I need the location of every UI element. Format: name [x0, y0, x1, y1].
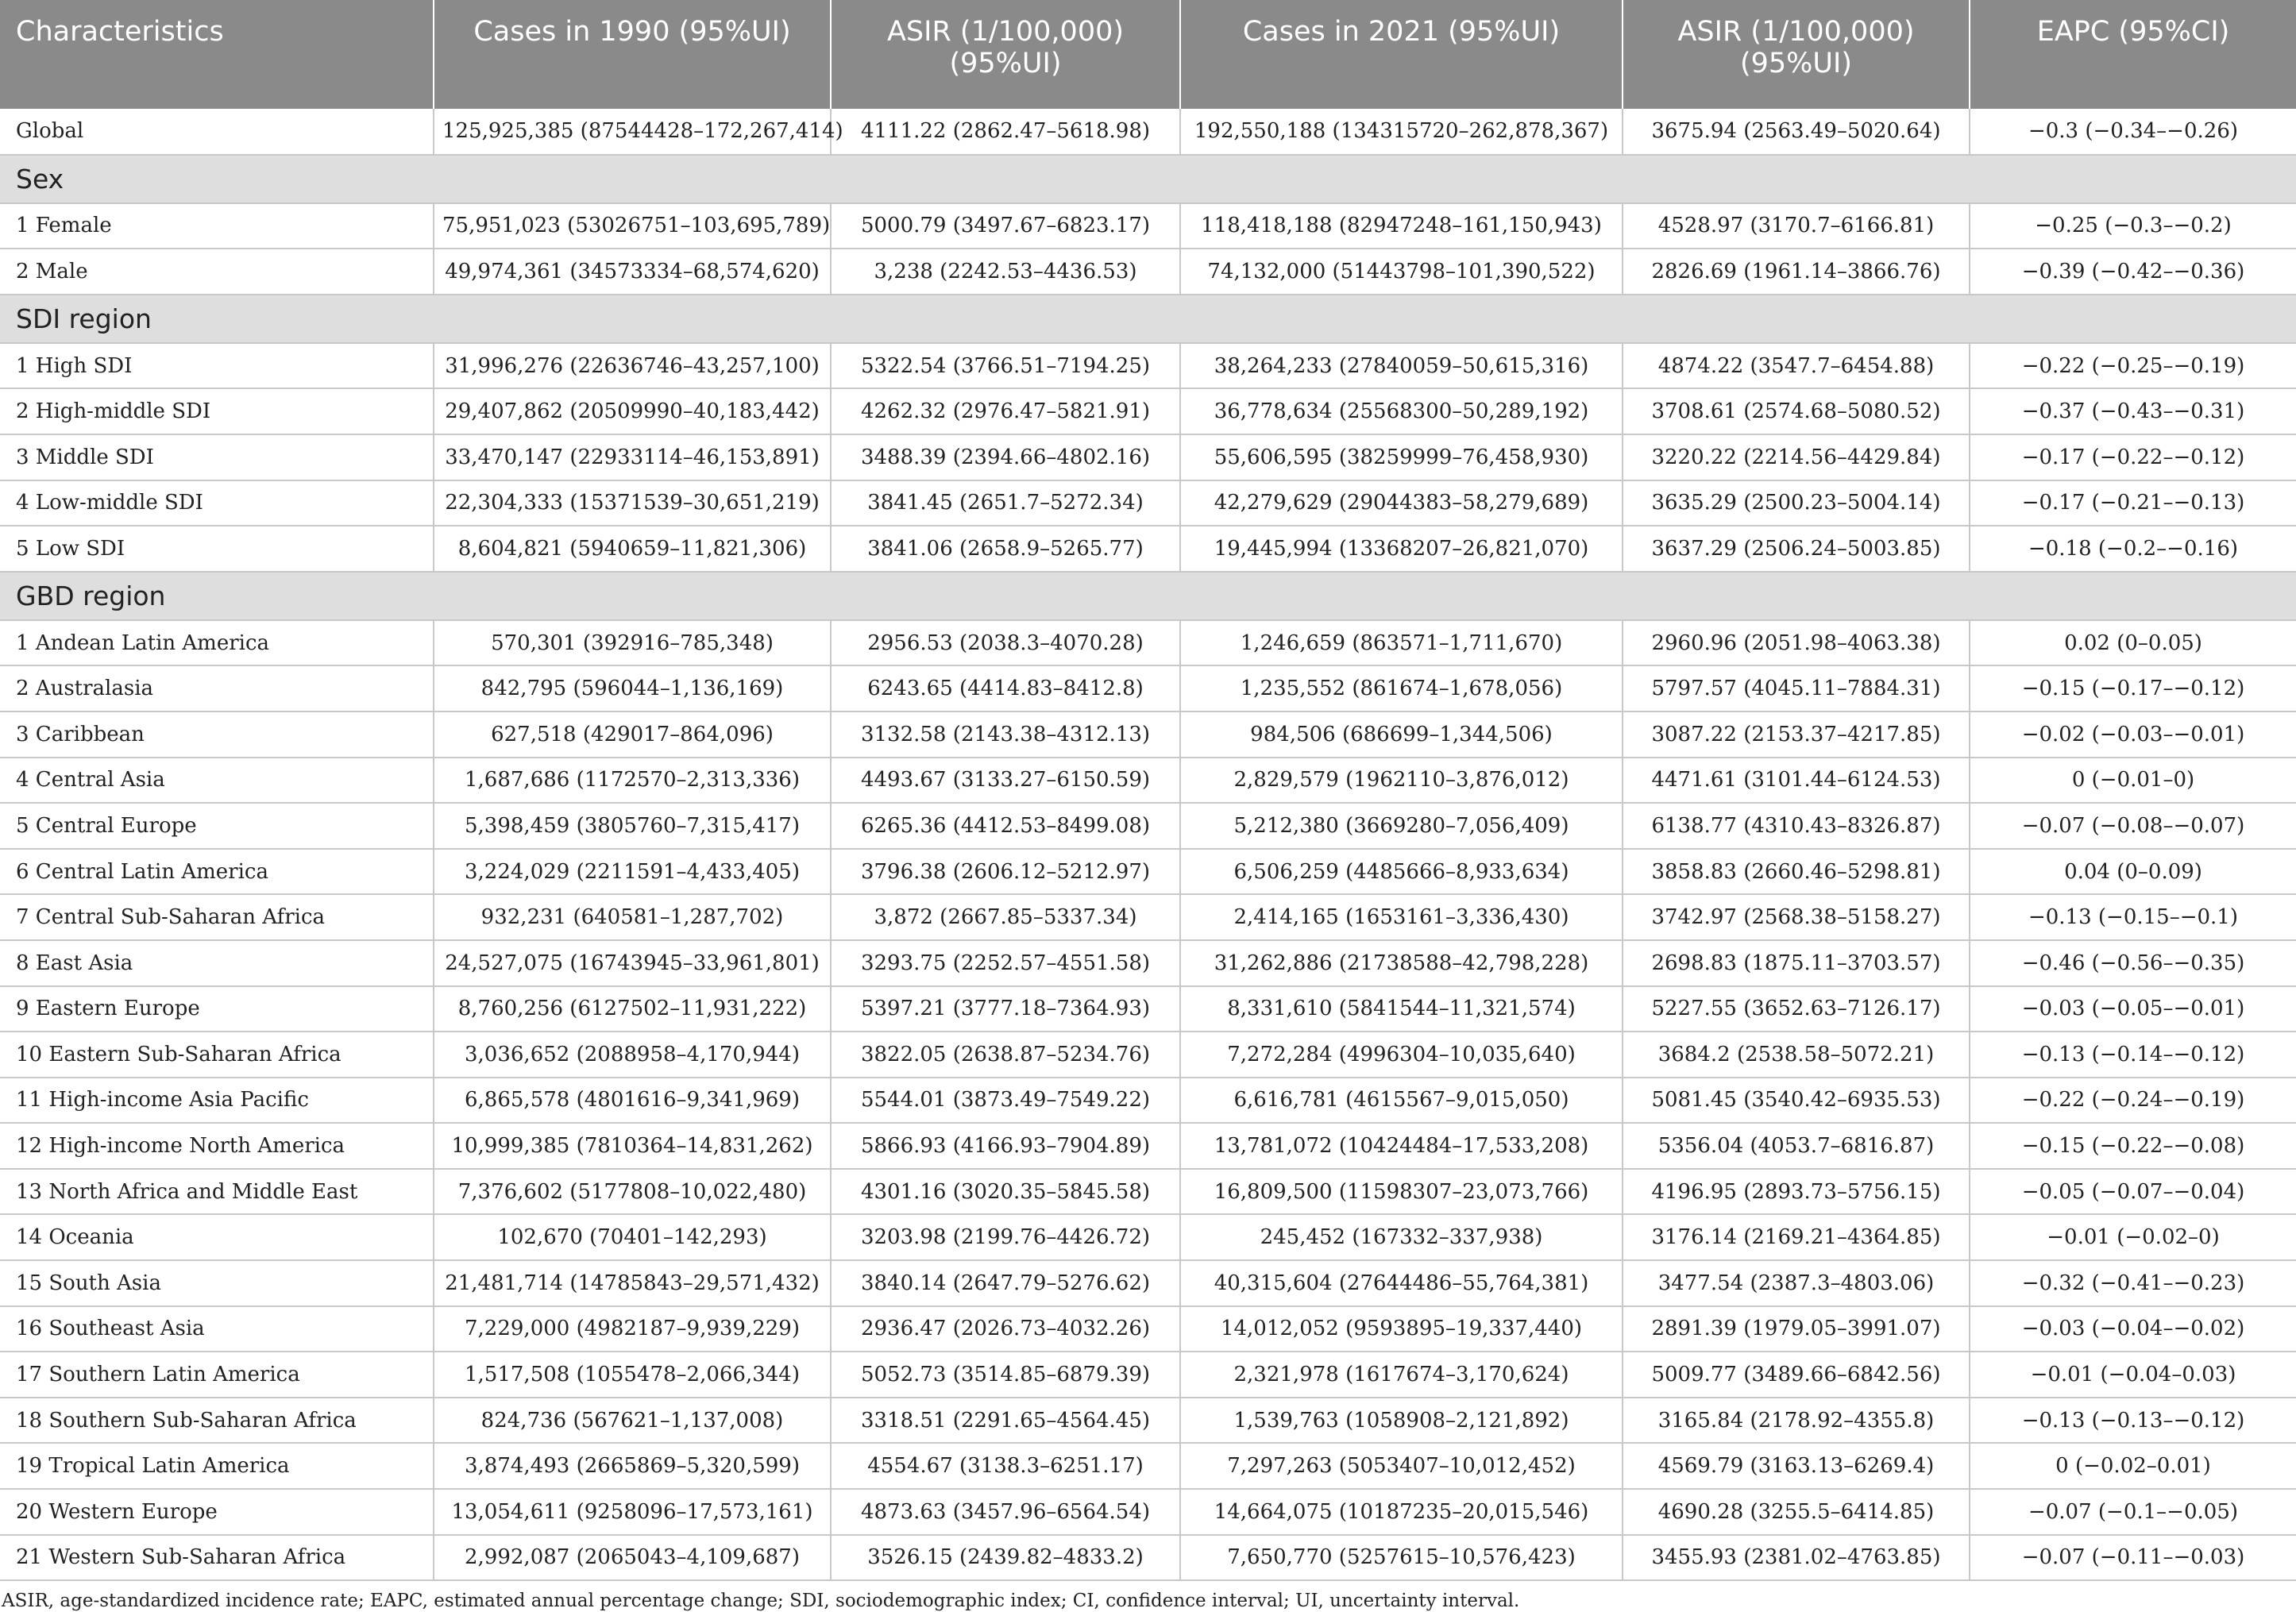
cell-asir-1990: 6243.65 (4414.83–8412.8) — [831, 665, 1180, 712]
cell-characteristic: 2 Male — [0, 249, 434, 295]
cell-asir-1990: 3841.45 (2651.7–5272.34) — [831, 480, 1180, 526]
cell-eapc: −0.05 (−0.07–−0.04) — [1970, 1169, 2296, 1215]
cell-characteristic: 1 High SDI — [0, 343, 434, 389]
table-row — [0, 434, 2296, 480]
cell-asir-2021: 2826.69 (1961.14–3866.76) — [1623, 249, 1970, 295]
cell-cases-1990: 3,224,029 (2211591–4,433,405) — [434, 849, 831, 895]
cell-asir-2021: 3858.83 (2660.46–5298.81) — [1623, 849, 1970, 895]
cell-characteristic: 19 Tropical Latin America — [0, 1443, 434, 1489]
table-row — [0, 343, 2296, 389]
cell-eapc: −0.01 (−0.02–0) — [1970, 1214, 2296, 1260]
cell-asir-1990: 3796.38 (2606.12–5212.97) — [831, 849, 1180, 895]
cell-cases-2021: 16,809,500 (11598307–23,073,766) — [1180, 1169, 1623, 1215]
cell-characteristic: 7 Central Sub-Saharan Africa — [0, 894, 434, 940]
cell-asir-1990: 2956.53 (2038.3–4070.28) — [831, 620, 1180, 666]
cell-eapc: −0.07 (−0.11–−0.03) — [1970, 1535, 2296, 1581]
cell-characteristic: 11 High-income Asia Pacific — [0, 1078, 434, 1124]
cell-asir-2021: 5797.57 (4045.11–7884.31) — [1623, 665, 1970, 712]
cell-cases-2021: 1,246,659 (863571–1,711,670) — [1180, 620, 1623, 666]
cell-characteristic: 2 High-middle SDI — [0, 388, 434, 434]
cell-asir-2021: 2960.96 (2051.98–4063.38) — [1623, 620, 1970, 666]
cell-asir-2021: 5081.45 (3540.42–6935.53) — [1623, 1078, 1970, 1124]
table-row — [0, 1352, 2296, 1398]
cell-eapc: 0 (−0.01–0) — [1970, 758, 2296, 804]
cell-cases-2021: 55,606,595 (38259999–76,458,930) — [1180, 434, 1623, 480]
cell-asir-1990: 3,238 (2242.53–4436.53) — [831, 249, 1180, 295]
cell-asir-1990: 5544.01 (3873.49–7549.22) — [831, 1078, 1180, 1124]
cell-characteristic: 16 Southeast Asia — [0, 1306, 434, 1352]
cell-characteristic: 21 Western Sub-Saharan Africa — [0, 1535, 434, 1581]
table-row — [0, 1489, 2296, 1535]
table-row — [0, 803, 2296, 849]
cell-cases-2021: 6,506,259 (4485666–8,933,634) — [1180, 849, 1623, 895]
header-asir-2021: ASIR (1/100,000) (95%UI) — [1623, 0, 1970, 109]
cell-asir-1990: 4873.63 (3457.96–6564.54) — [831, 1489, 1180, 1535]
cell-asir-2021: 3675.94 (2563.49–5020.64) — [1623, 109, 1970, 155]
cell-asir-1990: 2936.47 (2026.73–4032.26) — [831, 1306, 1180, 1352]
section-row-sex — [0, 155, 2296, 203]
cell-cases-1990: 627,518 (429017–864,096) — [434, 712, 831, 758]
cell-eapc: 0 (−0.02–0.01) — [1970, 1443, 2296, 1489]
cell-characteristic: 4 Low-middle SDI — [0, 480, 434, 526]
cell-eapc: −0.18 (−0.2–−0.16) — [1970, 526, 2296, 572]
cell-asir-1990: 3841.06 (2658.9–5265.77) — [831, 526, 1180, 572]
cell-cases-2021: 42,279,629 (29044383–58,279,689) — [1180, 480, 1623, 526]
table-row — [0, 203, 2296, 249]
section-title: GBD region — [0, 572, 2296, 620]
cell-cases-1990: 570,301 (392916–785,348) — [434, 620, 831, 666]
cell-asir-1990: 6265.36 (4412.53–8499.08) — [831, 803, 1180, 849]
cell-cases-2021: 19,445,994 (13368207–26,821,070) — [1180, 526, 1623, 572]
cell-cases-1990: 22,304,333 (15371539–30,651,219) — [434, 480, 831, 526]
cell-cases-1990: 7,229,000 (4982187–9,939,229) — [434, 1306, 831, 1352]
cell-eapc: −0.15 (−0.17–−0.12) — [1970, 665, 2296, 712]
cell-asir-1990: 3132.58 (2143.38–4312.13) — [831, 712, 1180, 758]
table-footnote: ASIR, age-standardized incidence rate; EAPC, estimated annual percentage change; SDI, sociodemographic index; CI, confidence interval; UI, uncertainty interval. — [2, 1591, 1520, 1612]
cell-asir-1990: 5322.54 (3766.51–7194.25) — [831, 343, 1180, 389]
cell-characteristic: 13 North Africa and Middle East — [0, 1169, 434, 1215]
cell-cases-2021: 7,272,284 (4996304–10,035,640) — [1180, 1032, 1623, 1078]
cell-eapc: 0.02 (0–0.05) — [1970, 620, 2296, 666]
table-row — [0, 1214, 2296, 1260]
table-row — [0, 249, 2296, 295]
cell-asir-2021: 3455.93 (2381.02–4763.85) — [1623, 1535, 1970, 1581]
cell-characteristic: Global — [0, 109, 434, 155]
cell-cases-2021: 245,452 (167332–337,938) — [1180, 1214, 1623, 1260]
table-row — [0, 1443, 2296, 1489]
cell-cases-2021: 6,616,781 (4615567–9,015,050) — [1180, 1078, 1623, 1124]
table-row — [0, 894, 2296, 940]
cell-asir-1990: 4301.16 (3020.35–5845.58) — [831, 1169, 1180, 1215]
table-row — [0, 940, 2296, 986]
cell-cases-1990: 31,996,276 (22636746–43,257,100) — [434, 343, 831, 389]
cell-asir-1990: 4111.22 (2862.47–5618.98) — [831, 109, 1180, 155]
cell-asir-1990: 3488.39 (2394.66–4802.16) — [831, 434, 1180, 480]
cell-asir-1990: 5866.93 (4166.93–7904.89) — [831, 1123, 1180, 1169]
cell-eapc: −0.46 (−0.56–−0.35) — [1970, 940, 2296, 986]
section-row-sdi-region — [0, 295, 2296, 343]
cell-cases-2021: 40,315,604 (27644486–55,764,381) — [1180, 1260, 1623, 1306]
cell-characteristic: 1 Female — [0, 203, 434, 249]
table-row — [0, 849, 2296, 895]
header-row — [0, 0, 2296, 109]
cell-asir-1990: 3203.98 (2199.76–4426.72) — [831, 1214, 1180, 1260]
table-row — [0, 1535, 2296, 1581]
cell-cases-2021: 2,829,579 (1962110–3,876,012) — [1180, 758, 1623, 804]
table-row — [0, 620, 2296, 666]
cell-asir-1990: 3318.51 (2291.65–4564.45) — [831, 1398, 1180, 1444]
cell-characteristic: 3 Caribbean — [0, 712, 434, 758]
cell-cases-1990: 125,925,385 (87544428–172,267,414) — [434, 109, 831, 155]
cell-cases-1990: 824,736 (567621–1,137,008) — [434, 1398, 831, 1444]
section-row-gbd-region — [0, 572, 2296, 620]
cell-characteristic: 5 Low SDI — [0, 526, 434, 572]
cell-characteristic: 1 Andean Latin America — [0, 620, 434, 666]
cell-characteristic: 15 South Asia — [0, 1260, 434, 1306]
table-row — [0, 526, 2296, 572]
cell-asir-1990: 5397.21 (3777.18–7364.93) — [831, 986, 1180, 1032]
cell-asir-2021: 4196.95 (2893.73–5756.15) — [1623, 1169, 1970, 1215]
header-eapc: EAPC (95%CI) — [1970, 0, 2296, 109]
cell-eapc: −0.17 (−0.22–−0.12) — [1970, 434, 2296, 480]
cell-characteristic: 4 Central Asia — [0, 758, 434, 804]
cell-cases-2021: 118,418,188 (82947248–161,150,943) — [1180, 203, 1623, 249]
cell-characteristic: 14 Oceania — [0, 1214, 434, 1260]
cell-asir-1990: 4262.32 (2976.47–5821.91) — [831, 388, 1180, 434]
cell-cases-1990: 8,604,821 (5940659–11,821,306) — [434, 526, 831, 572]
cell-cases-1990: 3,036,652 (2088958–4,170,944) — [434, 1032, 831, 1078]
cell-asir-2021: 3176.14 (2169.21–4364.85) — [1623, 1214, 1970, 1260]
table-row — [0, 986, 2296, 1032]
cell-asir-2021: 2891.39 (1979.05–3991.07) — [1623, 1306, 1970, 1352]
cell-asir-2021: 3165.84 (2178.92–4355.8) — [1623, 1398, 1970, 1444]
cell-asir-2021: 3742.97 (2568.38–5158.27) — [1623, 894, 1970, 940]
cell-cases-1990: 2,992,087 (2065043–4,109,687) — [434, 1535, 831, 1581]
table-row — [0, 388, 2296, 434]
table-row — [0, 1306, 2296, 1352]
cell-eapc: −0.13 (−0.13–−0.12) — [1970, 1398, 2296, 1444]
cell-eapc: −0.07 (−0.1–−0.05) — [1970, 1489, 2296, 1535]
cell-cases-1990: 24,527,075 (16743945–33,961,801) — [434, 940, 831, 986]
cell-asir-2021: 5356.04 (4053.7–6816.87) — [1623, 1123, 1970, 1169]
cell-asir-1990: 3526.15 (2439.82–4833.2) — [831, 1535, 1180, 1581]
cell-asir-2021: 4471.61 (3101.44–6124.53) — [1623, 758, 1970, 804]
cell-eapc: −0.3 (−0.34–−0.26) — [1970, 109, 2296, 155]
cell-asir-2021: 3684.2 (2538.58–5072.21) — [1623, 1032, 1970, 1078]
cell-cases-1990: 13,054,611 (9258096–17,573,161) — [434, 1489, 831, 1535]
cell-asir-2021: 5227.55 (3652.63–7126.17) — [1623, 986, 1970, 1032]
cell-cases-1990: 10,999,385 (7810364–14,831,262) — [434, 1123, 831, 1169]
cell-asir-1990: 3840.14 (2647.79–5276.62) — [831, 1260, 1180, 1306]
cell-cases-2021: 7,297,263 (5053407–10,012,452) — [1180, 1443, 1623, 1489]
cell-cases-1990: 8,760,256 (6127502–11,931,222) — [434, 986, 831, 1032]
cell-cases-1990: 842,795 (596044–1,136,169) — [434, 665, 831, 712]
cell-characteristic: 6 Central Latin America — [0, 849, 434, 895]
cell-cases-1990: 29,407,862 (20509990–40,183,442) — [434, 388, 831, 434]
cell-asir-2021: 2698.83 (1875.11–3703.57) — [1623, 940, 1970, 986]
cell-eapc: −0.22 (−0.24–−0.19) — [1970, 1078, 2296, 1124]
table-row — [0, 1078, 2296, 1124]
cell-cases-1990: 75,951,023 (53026751–103,695,789) — [434, 203, 831, 249]
cell-cases-2021: 1,235,552 (861674–1,678,056) — [1180, 665, 1623, 712]
cell-cases-1990: 102,670 (70401–142,293) — [434, 1214, 831, 1260]
cell-asir-2021: 3708.61 (2574.68–5080.52) — [1623, 388, 1970, 434]
cell-asir-2021: 4874.22 (3547.7–6454.88) — [1623, 343, 1970, 389]
header-cases-2021: Cases in 2021 (95%UI) — [1180, 0, 1623, 109]
cell-asir-2021: 4569.79 (3163.13–6269.4) — [1623, 1443, 1970, 1489]
cell-asir-2021: 3087.22 (2153.37–4217.85) — [1623, 712, 1970, 758]
cell-asir-1990: 4493.67 (3133.27–6150.59) — [831, 758, 1180, 804]
cell-characteristic: 5 Central Europe — [0, 803, 434, 849]
table-row — [0, 1260, 2296, 1306]
cell-characteristic: 8 East Asia — [0, 940, 434, 986]
cell-cases-2021: 74,132,000 (51443798–101,390,522) — [1180, 249, 1623, 295]
cell-asir-1990: 5000.79 (3497.67–6823.17) — [831, 203, 1180, 249]
cell-eapc: −0.13 (−0.14–−0.12) — [1970, 1032, 2296, 1078]
section-title: SDI region — [0, 295, 2296, 343]
table-row — [0, 480, 2296, 526]
cell-asir-1990: 4554.67 (3138.3–6251.17) — [831, 1443, 1180, 1489]
cell-asir-1990: 5052.73 (3514.85–6879.39) — [831, 1352, 1180, 1398]
table-row — [0, 712, 2296, 758]
cell-cases-2021: 36,778,634 (25568300–50,289,192) — [1180, 388, 1623, 434]
cell-cases-1990: 1,517,508 (1055478–2,066,344) — [434, 1352, 831, 1398]
table-row — [0, 665, 2296, 712]
cell-eapc: −0.03 (−0.05–−0.01) — [1970, 986, 2296, 1032]
cell-cases-1990: 7,376,602 (5177808–10,022,480) — [434, 1169, 831, 1215]
cell-cases-2021: 13,781,072 (10424484–17,533,208) — [1180, 1123, 1623, 1169]
header-asir-1990: ASIR (1/100,000) (95%UI) — [831, 0, 1180, 109]
cell-asir-1990: 3293.75 (2252.57–4551.58) — [831, 940, 1180, 986]
cell-eapc: −0.22 (−0.25–−0.19) — [1970, 343, 2296, 389]
cell-eapc: −0.25 (−0.3–−0.2) — [1970, 203, 2296, 249]
cell-cases-2021: 14,664,075 (10187235–20,015,546) — [1180, 1489, 1623, 1535]
cell-cases-2021: 14,012,052 (9593895–19,337,440) — [1180, 1306, 1623, 1352]
cell-asir-2021: 3220.22 (2214.56–4429.84) — [1623, 434, 1970, 480]
section-title: Sex — [0, 155, 2296, 203]
cell-characteristic: 10 Eastern Sub-Saharan Africa — [0, 1032, 434, 1078]
table-row — [0, 1123, 2296, 1169]
cell-eapc: −0.32 (−0.41–−0.23) — [1970, 1260, 2296, 1306]
cell-eapc: 0.04 (0–0.09) — [1970, 849, 2296, 895]
cell-eapc: −0.13 (−0.15–−0.1) — [1970, 894, 2296, 940]
cell-asir-1990: 3,872 (2667.85–5337.34) — [831, 894, 1180, 940]
cell-eapc: −0.01 (−0.04–0.03) — [1970, 1352, 2296, 1398]
cell-cases-2021: 984,506 (686699–1,344,506) — [1180, 712, 1623, 758]
table-row — [0, 758, 2296, 804]
cell-characteristic: 2 Australasia — [0, 665, 434, 712]
cell-asir-2021: 3637.29 (2506.24–5003.85) — [1623, 526, 1970, 572]
cell-cases-1990: 1,687,686 (1172570–2,313,336) — [434, 758, 831, 804]
cell-eapc: −0.07 (−0.08–−0.07) — [1970, 803, 2296, 849]
cell-asir-2021: 3477.54 (2387.3–4803.06) — [1623, 1260, 1970, 1306]
cell-asir-2021: 5009.77 (3489.66–6842.56) — [1623, 1352, 1970, 1398]
cell-eapc: −0.37 (−0.43–−0.31) — [1970, 388, 2296, 434]
cell-eapc: −0.15 (−0.22–−0.08) — [1970, 1123, 2296, 1169]
cell-characteristic: 12 High-income North America — [0, 1123, 434, 1169]
cell-cases-1990: 932,231 (640581–1,287,702) — [434, 894, 831, 940]
cell-cases-2021: 31,262,886 (21738588–42,798,228) — [1180, 940, 1623, 986]
table-row — [0, 1398, 2296, 1444]
cell-characteristic: 3 Middle SDI — [0, 434, 434, 480]
cell-characteristic: 9 Eastern Europe — [0, 986, 434, 1032]
cell-cases-1990: 3,874,493 (2665869–5,320,599) — [434, 1443, 831, 1489]
cell-cases-2021: 2,414,165 (1653161–3,336,430) — [1180, 894, 1623, 940]
cell-cases-1990: 49,974,361 (34573334–68,574,620) — [434, 249, 831, 295]
cell-cases-2021: 5,212,380 (3669280–7,056,409) — [1180, 803, 1623, 849]
cell-cases-2021: 7,650,770 (5257615–10,576,423) — [1180, 1535, 1623, 1581]
header-cases-1990: Cases in 1990 (95%UI) — [434, 0, 831, 109]
cell-asir-2021: 3635.29 (2500.23–5004.14) — [1623, 480, 1970, 526]
cell-cases-2021: 8,331,610 (5841544–11,321,574) — [1180, 986, 1623, 1032]
cell-cases-1990: 5,398,459 (3805760–7,315,417) — [434, 803, 831, 849]
table-row — [0, 109, 2296, 155]
cell-cases-2021: 1,539,763 (1058908–2,121,892) — [1180, 1398, 1623, 1444]
cell-asir-2021: 4690.28 (3255.5–6414.85) — [1623, 1489, 1970, 1535]
cell-asir-2021: 6138.77 (4310.43–8326.87) — [1623, 803, 1970, 849]
cell-characteristic: 18 Southern Sub-Saharan Africa — [0, 1398, 434, 1444]
cell-eapc: −0.03 (−0.04–−0.02) — [1970, 1306, 2296, 1352]
cell-cases-2021: 192,550,188 (134315720–262,878,367) — [1180, 109, 1623, 155]
header-characteristics: Characteristics — [0, 0, 434, 109]
cell-eapc: −0.39 (−0.42–−0.36) — [1970, 249, 2296, 295]
cell-asir-1990: 3822.05 (2638.87–5234.76) — [831, 1032, 1180, 1078]
cell-asir-2021: 4528.97 (3170.7–6166.81) — [1623, 203, 1970, 249]
cell-cases-1990: 21,481,714 (14785843–29,571,432) — [434, 1260, 831, 1306]
cell-eapc: −0.17 (−0.21–−0.13) — [1970, 480, 2296, 526]
cell-eapc: −0.02 (−0.03–−0.01) — [1970, 712, 2296, 758]
cell-cases-1990: 33,470,147 (22933114–46,153,891) — [434, 434, 831, 480]
table-row — [0, 1169, 2296, 1215]
table-row — [0, 1032, 2296, 1078]
cell-characteristic: 20 Western Europe — [0, 1489, 434, 1535]
cell-cases-2021: 38,264,233 (27840059–50,615,316) — [1180, 343, 1623, 389]
cell-characteristic: 17 Southern Latin America — [0, 1352, 434, 1398]
cell-cases-1990: 6,865,578 (4801616–9,341,969) — [434, 1078, 831, 1124]
cell-cases-2021: 2,321,978 (1617674–3,170,624) — [1180, 1352, 1623, 1398]
